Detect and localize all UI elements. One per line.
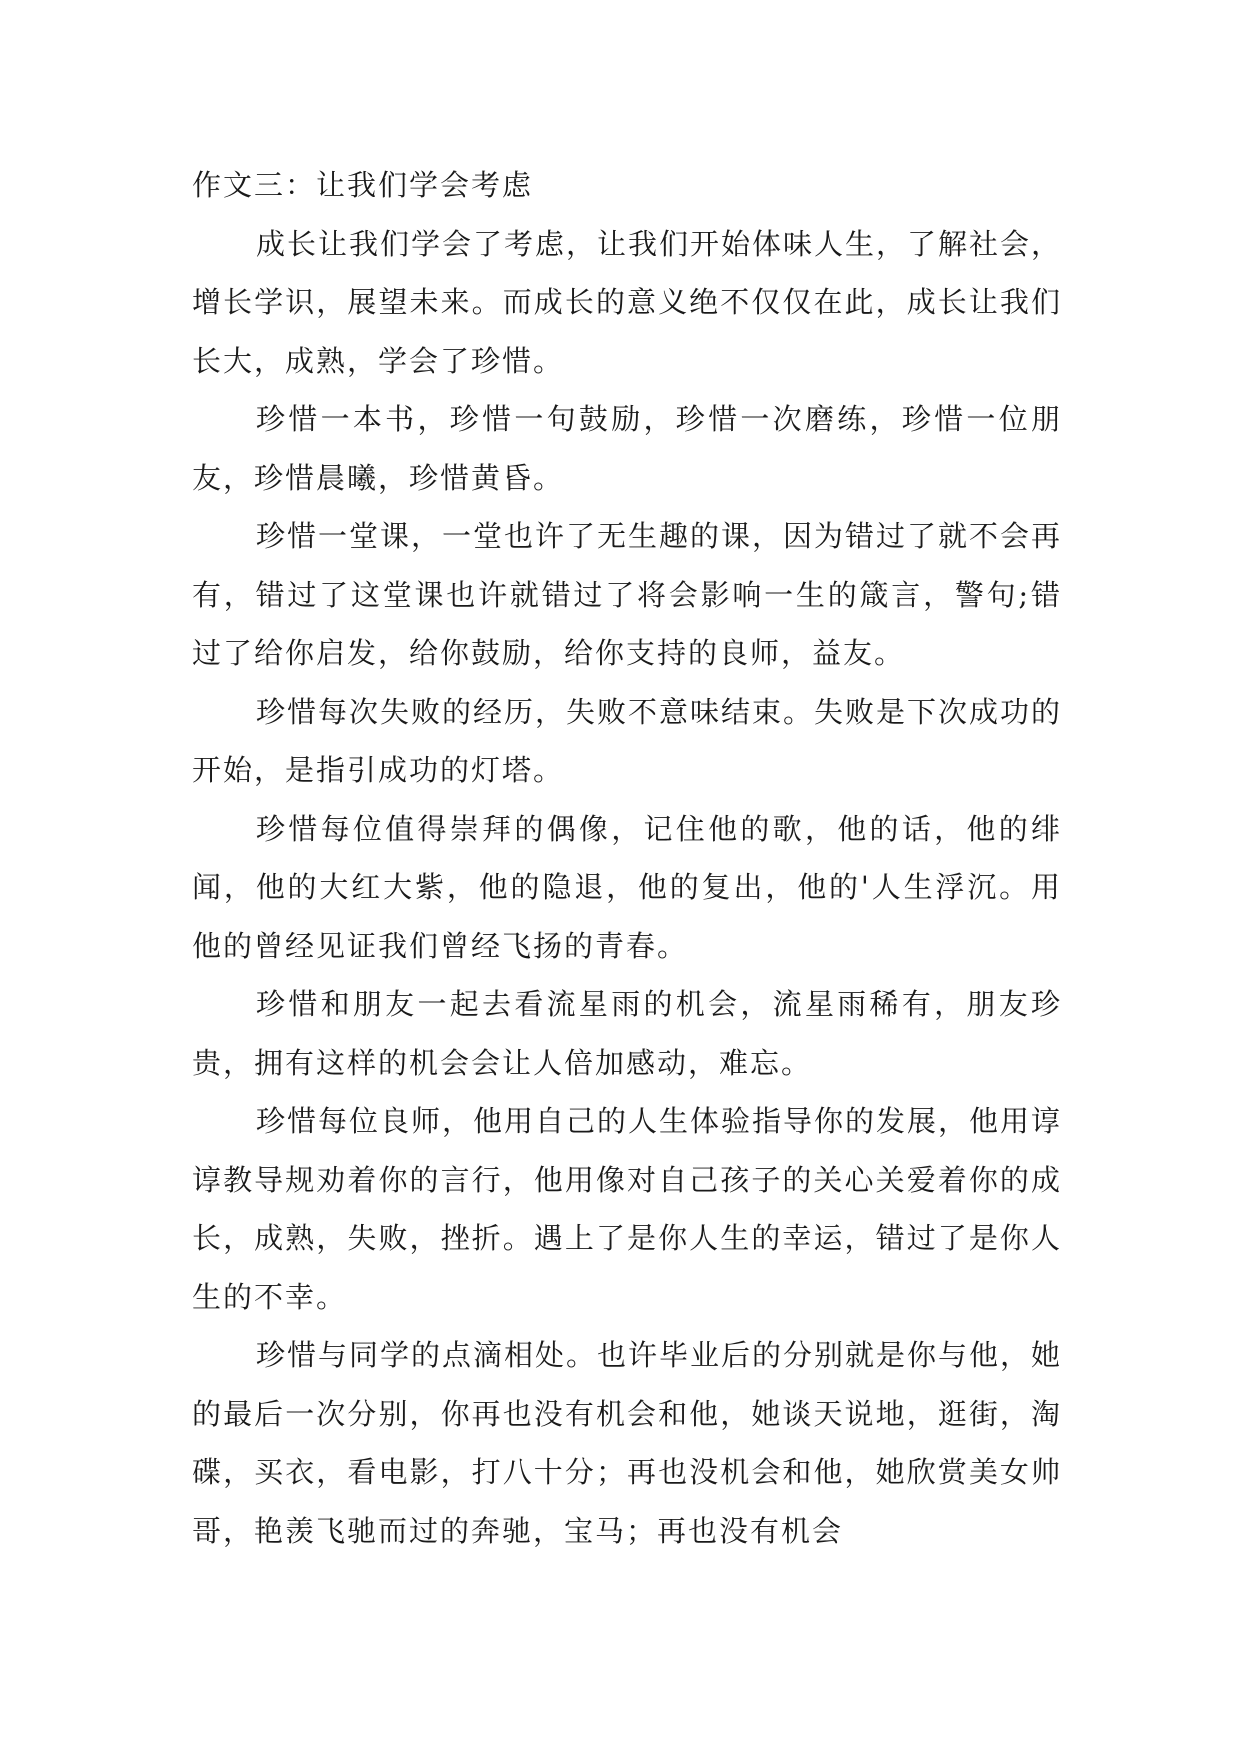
paragraph: 成长让我们学会了考虑，让我们开始体味人生，了解社会，增长学识，展望未来。而成长的意义绝不仅仅在此，成长让我们长大，成熟，学会了珍惜。 (192, 226, 1063, 378)
essay-title: 作文三：让我们学会考虑 (192, 168, 534, 202)
paragraph: 珍惜每位良师，他用自己的人生体验指导你的发展，他用谆谆教导规劝着你的言行，他用像对自己孩子的关心关爱着你的成长，成熟，失败，挫折。遇上了是你人生的幸运，错过了是你人生的不幸。 (192, 1104, 1063, 1314)
paragraph: 珍惜一堂课，一堂也许了无生趣的课，因为错过了就不会再有，错过了这堂课也许就错过了将会影响一生的箴言，警句;错过了给你启发，给你鼓励，给你支持的良师，益友。 (192, 519, 1063, 670)
document-body (192, 156, 1062, 1560)
paragraph: 珍惜每位值得崇拜的偶像，记住他的歌，他的话，他的绯闻，他的大红大紫，他的隐退，他的复出，他的'人生浮沉。用他的曾经见证我们曾经飞扬的青春。 (192, 811, 1062, 963)
paragraph: 珍惜每次失败的经历，失败不意味结束。失败是下次成功的开始，是指引成功的灯塔。 (192, 694, 1063, 787)
paragraph: 珍惜一本书，珍惜一句鼓励，珍惜一次磨练，珍惜一位朋友，珍惜晨曦，珍惜黄昏。 (192, 402, 1062, 495)
paragraph: 珍惜与同学的点滴相处。也许毕业后的分别就是你与他，她的最后一次分别，你再也没有机会和他，她谈天说地，逛街，淘碟，买衣，看电影，打八十分；再也没机会和他，她欣赏美女帅哥，艳羡飞驰而过的奔驰，宝马；再也没有机会 (192, 1338, 1063, 1548)
paragraph: 珍惜和朋友一起去看流星雨的机会，流星雨稀有，朋友珍贵，拥有这样的机会会让人倍加感动，难忘。 (192, 987, 1062, 1080)
